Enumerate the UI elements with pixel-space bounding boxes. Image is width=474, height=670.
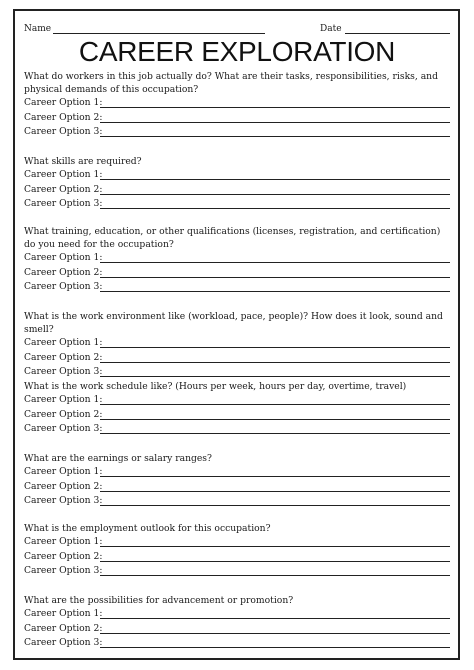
- career-option-answer-line[interactable]: [100, 476, 450, 477]
- career-option-answer-line[interactable]: [100, 277, 450, 278]
- career-option-answer-line[interactable]: [100, 575, 450, 576]
- question-text: What do workers in this job actually do? What are their tasks, responsibilities, risks, and physical demands of this occupation?: [24, 71, 438, 95]
- career-option-row: [24, 96, 450, 111]
- header-row: [24, 22, 450, 36]
- question-text: What is the work schedule like? (Hours per week, hours per day, overtime, travel): [24, 381, 407, 392]
- question-section: [24, 225, 450, 295]
- career-option-answer-line[interactable]: [100, 376, 450, 377]
- question-text: What is the employment outlook for this occupation?: [24, 523, 271, 534]
- career-option-label: Career Option 3:: [24, 565, 103, 576]
- career-option-answer-line[interactable]: [100, 291, 450, 292]
- career-option-label: Career Option 2:: [24, 183, 103, 195]
- career-option-answer-line[interactable]: [100, 136, 450, 137]
- career-option-row: [24, 636, 450, 651]
- question-text: What are the earnings or salary ranges?: [24, 453, 212, 464]
- career-option-answer-line[interactable]: [100, 194, 450, 195]
- career-option-row: [24, 168, 450, 183]
- career-option-label: Career Option 1:: [24, 97, 103, 108]
- career-option-answer-line[interactable]: [100, 404, 450, 405]
- career-option-row: [24, 494, 450, 509]
- career-option-answer-line[interactable]: [100, 107, 450, 108]
- career-option-row: [24, 535, 450, 550]
- career-option-row: [24, 564, 450, 579]
- question-section: [24, 310, 450, 380]
- career-option-label: Career Option 1:: [24, 536, 103, 547]
- career-option-label: Career Option 1:: [24, 466, 103, 477]
- date-label: Date: [320, 24, 342, 34]
- question-text: What training, education, or other qualifications (licenses, registration, and certification) do you need for the occupation?: [24, 226, 441, 250]
- career-option-label: Career Option 3:: [24, 281, 103, 292]
- question-section: [24, 70, 450, 140]
- question-section: [24, 380, 450, 437]
- career-option-label: Career Option 2:: [24, 408, 103, 420]
- career-option-row: [24, 183, 450, 198]
- page-title: CAREER EXPLORATION: [78, 36, 396, 67]
- career-option-label: Career Option 2:: [24, 351, 103, 363]
- career-option-row: [24, 607, 450, 622]
- career-option-row: [24, 197, 450, 212]
- career-option-answer-line[interactable]: [100, 347, 450, 348]
- question-section: [24, 452, 450, 509]
- career-option-row: [24, 280, 450, 295]
- question-text: What is the work environment like (workload, pace, people)? How does it look, sound and smell?: [24, 311, 443, 335]
- career-option-answer-line[interactable]: [100, 491, 450, 492]
- career-option-label: Career Option 1:: [24, 337, 103, 348]
- career-option-label: Career Option 2:: [24, 480, 103, 492]
- career-option-answer-line[interactable]: [100, 362, 450, 363]
- career-option-row: [24, 336, 450, 351]
- career-option-answer-line[interactable]: [100, 179, 450, 180]
- career-option-answer-line[interactable]: [100, 647, 450, 648]
- career-option-answer-line[interactable]: [100, 633, 450, 634]
- career-option-row: [24, 408, 450, 423]
- career-option-answer-line[interactable]: [100, 618, 450, 619]
- career-option-label: Career Option 1:: [24, 169, 103, 180]
- career-option-answer-line[interactable]: [100, 208, 450, 209]
- career-option-label: Career Option 3:: [24, 366, 103, 377]
- career-option-row: [24, 111, 450, 126]
- career-option-answer-line[interactable]: [100, 546, 450, 547]
- question-section: [24, 594, 450, 651]
- career-option-answer-line[interactable]: [100, 419, 450, 420]
- question-section: [24, 522, 450, 579]
- question-text: What are the possibilities for advancement or promotion?: [24, 595, 294, 606]
- career-option-row: [24, 550, 450, 565]
- career-option-answer-line[interactable]: [100, 561, 450, 562]
- date-field[interactable]: [345, 33, 450, 34]
- career-option-row: [24, 251, 450, 266]
- career-option-row: [24, 465, 450, 480]
- career-option-label: Career Option 3:: [24, 495, 103, 506]
- career-option-label: Career Option 3:: [24, 198, 103, 209]
- career-option-label: Career Option 2:: [24, 622, 103, 634]
- question-section: [24, 155, 450, 212]
- name-label: Name: [24, 24, 52, 34]
- career-option-label: Career Option 1:: [24, 252, 103, 263]
- career-option-answer-line[interactable]: [100, 262, 450, 263]
- question-text: What skills are required?: [24, 156, 142, 167]
- career-option-row: [24, 365, 450, 380]
- career-option-label: Career Option 1:: [24, 608, 103, 619]
- career-option-label: Career Option 2:: [24, 266, 103, 278]
- career-option-row: [24, 125, 450, 140]
- career-option-answer-line[interactable]: [100, 122, 450, 123]
- career-option-label: Career Option 3:: [24, 423, 103, 434]
- career-option-label: Career Option 3:: [24, 637, 103, 648]
- career-option-answer-line[interactable]: [100, 433, 450, 434]
- name-field[interactable]: [53, 33, 265, 34]
- career-option-row: [24, 622, 450, 637]
- career-option-row: [24, 266, 450, 281]
- career-option-row: [24, 480, 450, 495]
- career-option-label: Career Option 2:: [24, 111, 103, 123]
- career-option-answer-line[interactable]: [100, 505, 450, 506]
- career-option-row: [24, 422, 450, 437]
- career-option-row: [24, 393, 450, 408]
- career-option-row: [24, 351, 450, 366]
- career-option-label: Career Option 3:: [24, 126, 103, 137]
- career-option-label: Career Option 2:: [24, 550, 103, 562]
- career-option-label: Career Option 1:: [24, 394, 103, 405]
